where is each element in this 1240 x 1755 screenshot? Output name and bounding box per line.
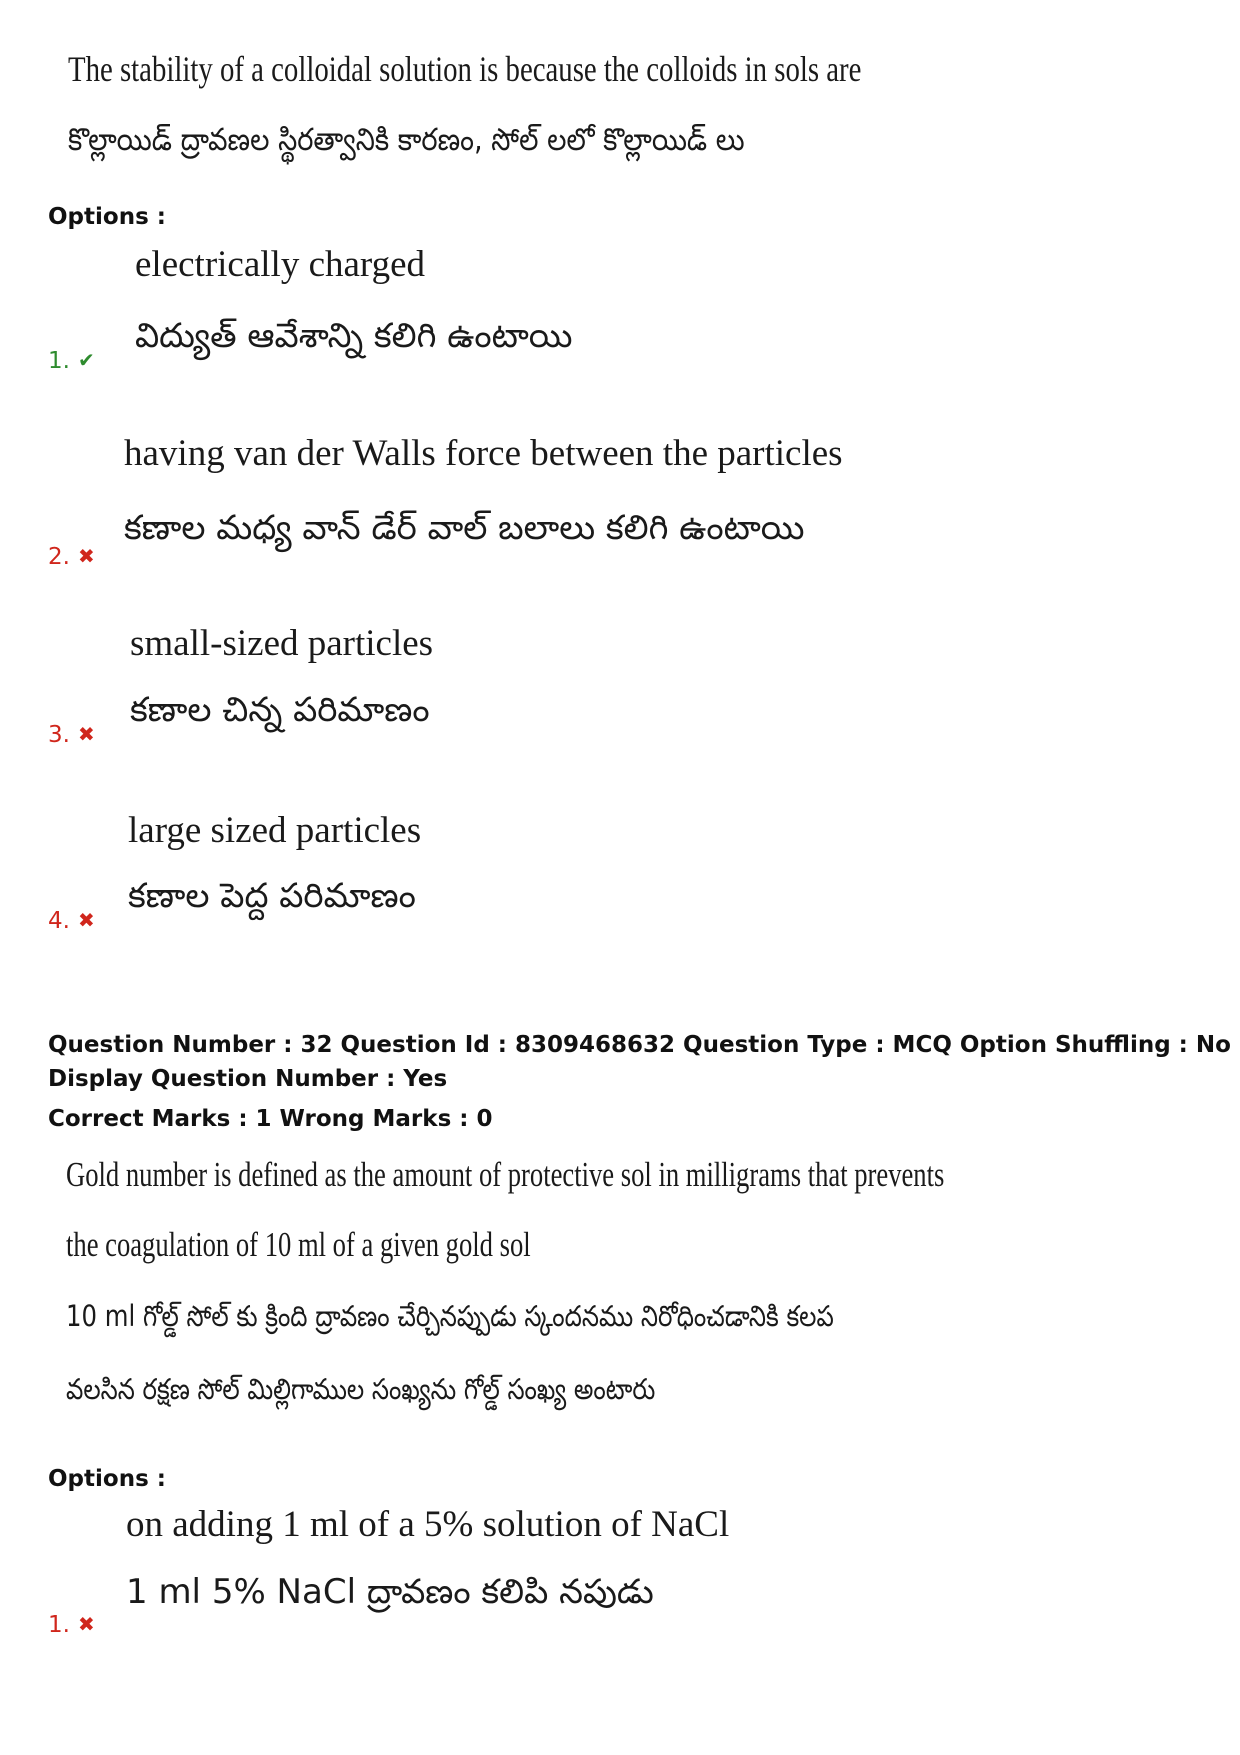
cross-icon: ✖ — [77, 1612, 95, 1636]
option-2-text-en: having van der Walls force between the particles — [124, 433, 843, 474]
option-3-number — [48, 722, 95, 748]
option-1-text-te: విద్యుత్ ఆవేశాన్ని కలిగి ఉంటాయి — [135, 316, 573, 356]
option-1-number — [48, 348, 95, 374]
question-text-te-line-2: వలసిన రక్షణ సోల్ మిల్లిగాముల సంఖ్యను గోల్డ్ సంఖ్య అంటారు — [66, 1372, 656, 1406]
marks-info: Correct Marks : 1 Wrong Marks : 0 — [48, 1106, 493, 1132]
question-text-en: The stability of a colloidal solution is because the colloids in sols are — [68, 49, 862, 89]
display-question-number: Display Question Number : Yes — [48, 1066, 448, 1092]
option-4-number — [48, 908, 95, 934]
option-4-text-en: large sized particles — [128, 810, 422, 851]
option-number-label: 4. — [48, 908, 70, 934]
option-number-label: 2. — [48, 544, 70, 570]
cross-icon: ✖ — [77, 908, 95, 932]
q32-option-1-number — [48, 1612, 95, 1638]
option-1-text-en: electrically charged — [135, 244, 426, 285]
option-2-text-te: కణాల మధ్య వాన్ డేర్ వాల్ బలాలు కలిగి ఉంటాయి — [124, 508, 805, 548]
option-4-text-te: కణాల పెద్ద పరిమాణం — [128, 876, 416, 916]
question-text-te: కొల్లాయిడ్ ద్రావణల స్థిరత్వానికి కారణం, సోల్ లలో కొల్లాయిడ్ లు — [68, 122, 745, 158]
option-number-label: 3. — [48, 722, 70, 748]
option-number-label: 1. — [48, 348, 70, 374]
question-text-en-line-1: Gold number is defined as the amount of protective sol in milligrams that prevents — [66, 1155, 945, 1194]
question-meta: Question Number : 32 Question Id : 8309468632 Question Type : MCQ Option Shuffling : No — [48, 1032, 1231, 1058]
q32-option-1-text-te: 1 ml 5% NaCl ద్రావణం కలిపి నపుడు — [126, 1572, 654, 1612]
check-icon: ✔ — [77, 348, 95, 372]
options-label: Options : — [48, 204, 166, 230]
question-text-en-line-2: the coagulation of 10 ml of a given gold sol — [66, 1225, 531, 1264]
question-text-te-line-1: 10 ml గోల్డ్ సోల్ కు క్రింది ద్రావణం చేర్చినప్పుడు స్కందనము నిరోధించడానికి కలప — [66, 1299, 834, 1333]
q32-option-1-text-en: on adding 1 ml of a 5% solution of NaCl — [126, 1504, 730, 1545]
cross-icon: ✖ — [77, 544, 95, 568]
option-3-text-te: కణాల చిన్న పరిమాణం — [130, 690, 430, 730]
option-number-label: 1. — [48, 1612, 70, 1638]
option-2-number — [48, 544, 95, 570]
cross-icon: ✖ — [77, 722, 95, 746]
options-label: Options : — [48, 1466, 166, 1492]
option-3-text-en: small-sized particles — [130, 623, 434, 664]
